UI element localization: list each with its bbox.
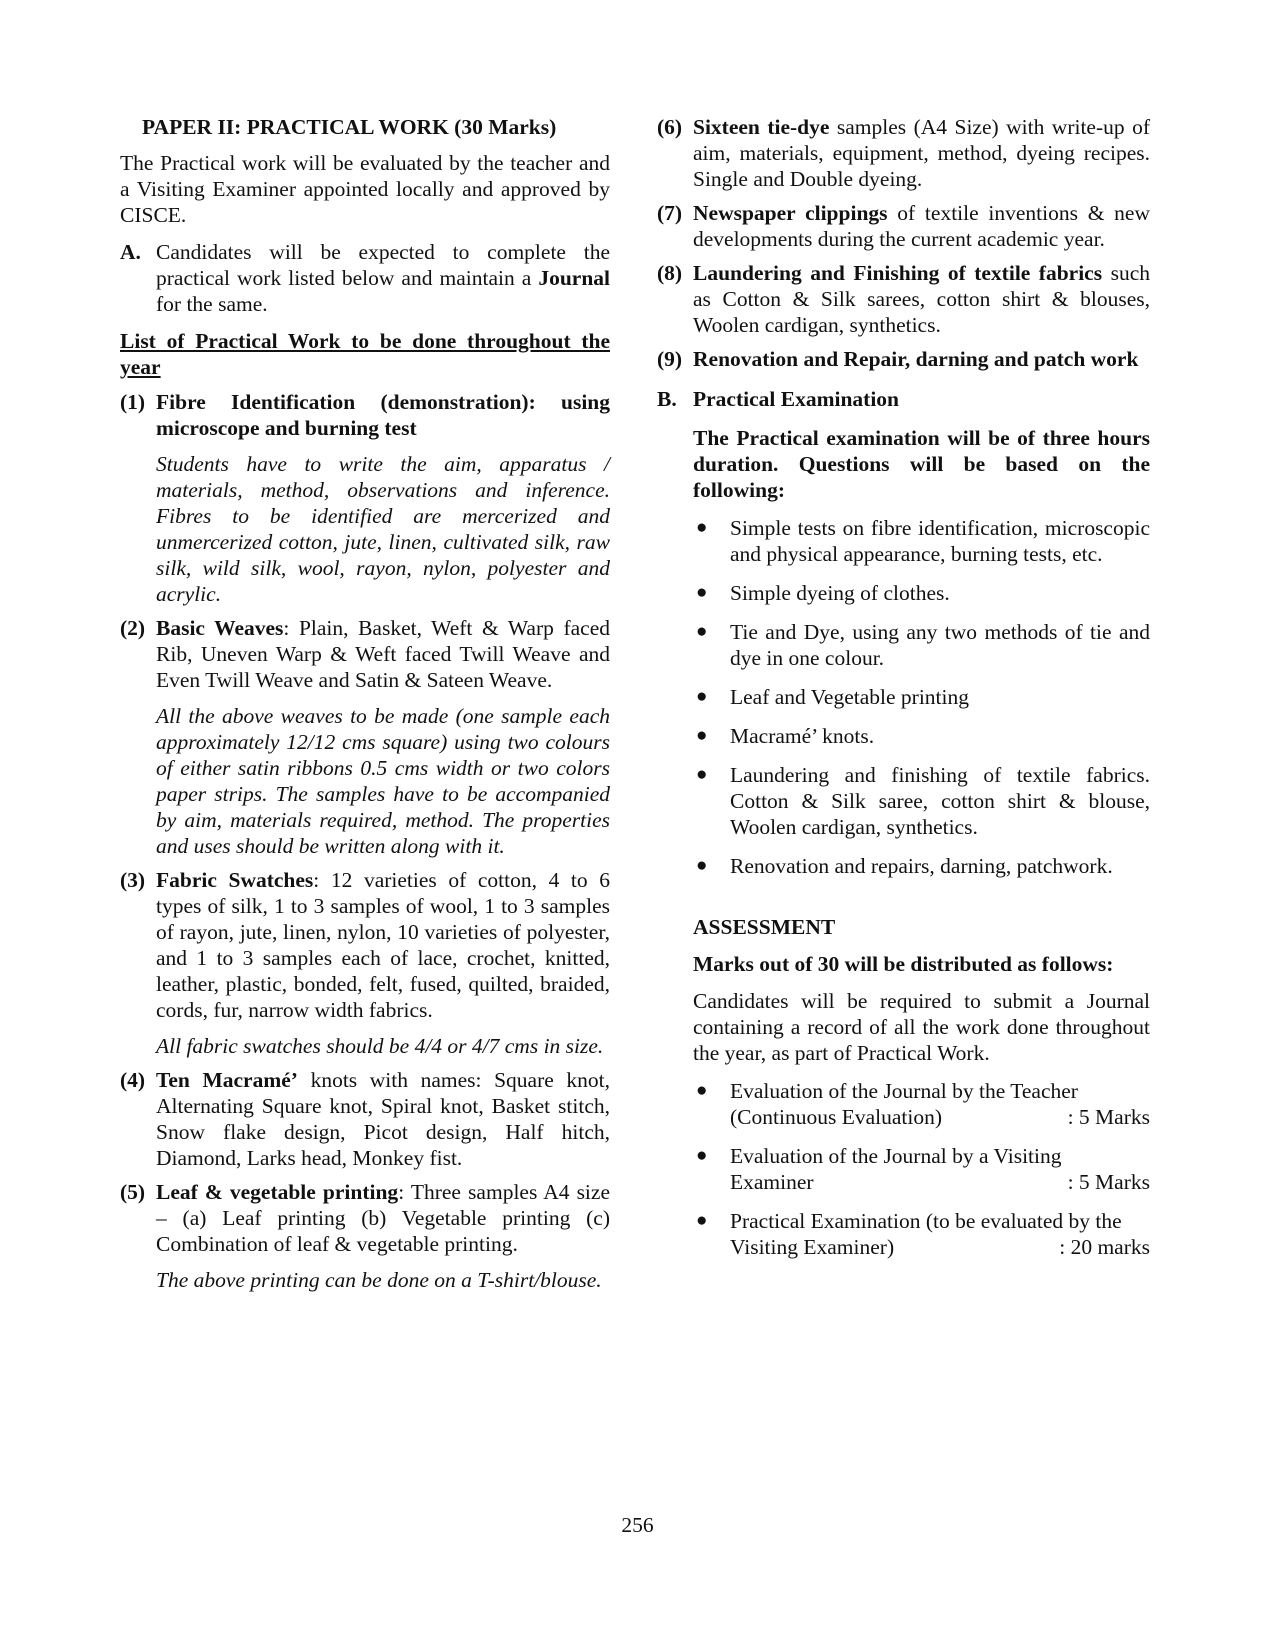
item-number: (8) bbox=[657, 261, 683, 285]
item-title: Basic Weaves bbox=[156, 616, 284, 640]
exam-topics-list bbox=[693, 515, 1150, 879]
item-number: (3) bbox=[120, 868, 146, 892]
item-title: Newspaper clippings bbox=[693, 201, 888, 225]
paper-heading: PAPER II: PRACTICAL WORK (30 Marks) bbox=[142, 115, 557, 139]
item-title: Renovation and Repair, darning and patch work bbox=[693, 347, 1139, 371]
list-item-3 bbox=[120, 867, 610, 1059]
bullet-icon: ● bbox=[696, 582, 708, 603]
item-text: : Plain, Basket, Weft & Warp faced Rib, Uneven Warp & Weft faced Twill Weave and Even Twill Weave and Satin & Sateen Weave. bbox=[156, 616, 610, 692]
marks-value: : 5 Marks bbox=[1067, 1170, 1150, 1194]
marks-row-line2: Visiting Examiner) bbox=[730, 1235, 895, 1259]
right-column bbox=[657, 114, 1150, 1273]
list-item-9 bbox=[657, 346, 1150, 372]
item-title: Laundering and Finishing of textile fabrics bbox=[693, 261, 1103, 285]
bullet-icon: ● bbox=[696, 1210, 708, 1231]
marks-row bbox=[693, 1143, 1150, 1195]
journal-term: Journal bbox=[538, 266, 610, 290]
section-b-title: Practical Examination bbox=[693, 387, 900, 411]
list-item-text: Laundering and finishing of textile fabrics. Cotton & Silk saree, cotton shirt & blouse, Woolen cardigan, synthetics. bbox=[730, 763, 1150, 839]
section-b-label: B. bbox=[657, 387, 677, 411]
marks-row-line2: Examiner bbox=[730, 1170, 814, 1194]
item-number: (7) bbox=[657, 201, 683, 225]
list-item-text: Simple dyeing of clothes. bbox=[730, 581, 950, 605]
list-item-6 bbox=[657, 114, 1150, 192]
item-number: (4) bbox=[120, 1068, 146, 1092]
item-title: Fibre Identification (demonstration): using microscope and burning test bbox=[156, 390, 610, 440]
list-heading: List of Practical Work to be done throughout the year bbox=[120, 329, 610, 379]
section-a-label: A. bbox=[120, 240, 141, 264]
list-item bbox=[693, 619, 1150, 671]
list-item bbox=[693, 723, 1150, 749]
item-text: samples (A4 Size) with write-up of aim, materials, equipment, method, dyeing recipes. Single and Double dyeing. bbox=[693, 115, 1150, 191]
assessment-paragraph: Candidates will be required to submit a Journal containing a record of all the work done throughout the year, as part of Practical Work. bbox=[693, 989, 1150, 1065]
left-column bbox=[120, 114, 610, 1301]
intro-paragraph: The Practical work will be evaluated by the teacher and a Visiting Examiner appointed locally and approved by CISCE. bbox=[120, 151, 610, 227]
section-b-intro: The Practical examination will be of three hours duration. Questions will be based on the following: bbox=[693, 426, 1150, 502]
item-title: Sixteen tie-dye bbox=[693, 115, 830, 139]
list-item-1 bbox=[120, 389, 610, 607]
bullet-icon: ● bbox=[696, 855, 708, 876]
marks-value: : 20 marks bbox=[1059, 1235, 1150, 1259]
item-number: (6) bbox=[657, 115, 683, 139]
section-a-text: Candidates will be expected to complete the practical work listed below and maintain a bbox=[156, 240, 610, 290]
marks-row-line1: Practical Examination (to be evaluated by the bbox=[730, 1209, 1122, 1233]
section-a bbox=[120, 239, 610, 317]
marks-value: : 5 Marks bbox=[1067, 1105, 1150, 1129]
item-text: : Three samples A4 size – (a) Leaf printing (b) Vegetable printing (c) Combination of leaf & vegetable printing. bbox=[156, 1180, 610, 1256]
bullet-icon: ● bbox=[696, 517, 708, 538]
list-item-4 bbox=[120, 1067, 610, 1171]
list-item bbox=[693, 515, 1150, 567]
assessment-title: ASSESSMENT bbox=[693, 915, 836, 939]
list-item bbox=[693, 684, 1150, 710]
marks-row bbox=[693, 1208, 1150, 1260]
list-item-text: Renovation and repairs, darning, patchwork. bbox=[730, 854, 1113, 878]
list-item-text: Leaf and Vegetable printing bbox=[730, 685, 969, 709]
item-text: of textile inventions & new developments during the current academic year. bbox=[693, 201, 1151, 251]
item-note: The above printing can be done on a T-shirt/blouse. bbox=[156, 1268, 602, 1292]
item-text: such as Cotton & Silk sarees, cotton shirt & blouses, Woolen cardigan, synthetics. bbox=[693, 261, 1150, 337]
list-item bbox=[693, 580, 1150, 606]
bullet-icon: ● bbox=[696, 725, 708, 746]
item-title: Leaf & vegetable printing bbox=[156, 1180, 399, 1204]
item-note: Students have to write the aim, apparatus / materials, method, observations and inference. Fibres to be identified are mercerized and unmercerized cotton, jute, linen, cultivated silk, raw silk, wild silk, wool, rayon, nylon, polyester and acrylic. bbox=[156, 452, 610, 606]
item-number: (5) bbox=[120, 1180, 146, 1204]
item-number: (2) bbox=[120, 616, 146, 640]
bullet-icon: ● bbox=[696, 621, 708, 642]
list-item-text: Macramé’ knots. bbox=[730, 724, 875, 748]
item-text: : 12 varieties of cotton, 4 to 6 types of silk, 1 to 3 samples of wool, 1 to 3 samples of rayon, jute, linen, nylon, 10 varieties of polyester, and 1 to 3 samples each of lace, crochet, knitted, leather, plastic, bonded, felt, fused, quilted, braided, cords, fur, narrow width fabrics. bbox=[156, 868, 610, 1022]
bullet-icon: ● bbox=[696, 1080, 708, 1101]
bullet-icon: ● bbox=[696, 686, 708, 707]
marks-row bbox=[693, 1078, 1150, 1130]
list-item-5 bbox=[120, 1179, 610, 1293]
item-note: All the above weaves to be made (one sample each approximately 12/12 cms square) using two colours of either satin ribbons 0.5 cms width or two colors paper strips. The samples have to be accompanied by aim, materials required, method. The properties and uses should be written along with it. bbox=[156, 704, 610, 858]
list-item-text: Simple tests on fibre identification, microscopic and physical appearance, burning tests, etc. bbox=[730, 516, 1150, 566]
page-number: 256 bbox=[621, 1513, 654, 1537]
marks-row-line1: Evaluation of the Journal by a Visiting bbox=[730, 1144, 1062, 1168]
list-item-2 bbox=[120, 615, 610, 859]
list-item-7 bbox=[657, 200, 1150, 252]
list-item-8 bbox=[657, 260, 1150, 338]
marks-row-line1: Evaluation of the Journal by the Teacher bbox=[730, 1079, 1078, 1103]
item-note: All fabric swatches should be 4/4 or 4/7 cms in size. bbox=[156, 1034, 604, 1058]
marks-row-line2: (Continuous Evaluation) bbox=[730, 1105, 942, 1129]
item-title: Ten Macramé’ bbox=[156, 1068, 298, 1092]
bullet-icon: ● bbox=[696, 1145, 708, 1166]
item-number: (1) bbox=[120, 390, 146, 414]
item-title: Fabric Swatches bbox=[156, 868, 314, 892]
marks-list bbox=[693, 1078, 1150, 1260]
item-text: knots with names: Square knot, Alternating Square knot, Spiral knot, Basket stitch, Snow flake design, Picot design, Half hitch, Diamond, Larks head, Monkey fist. bbox=[156, 1068, 611, 1170]
list-item bbox=[693, 762, 1150, 840]
section-b-heading bbox=[657, 386, 1150, 412]
marks-distribution-title: Marks out of 30 will be distributed as follows: bbox=[693, 952, 1114, 976]
bullet-icon: ● bbox=[696, 764, 708, 785]
list-item bbox=[693, 853, 1150, 879]
item-number: (9) bbox=[657, 347, 683, 371]
section-a-text-end: for the same. bbox=[156, 292, 268, 316]
list-item-text: Tie and Dye, using any two methods of tie and dye in one colour. bbox=[730, 620, 1150, 670]
